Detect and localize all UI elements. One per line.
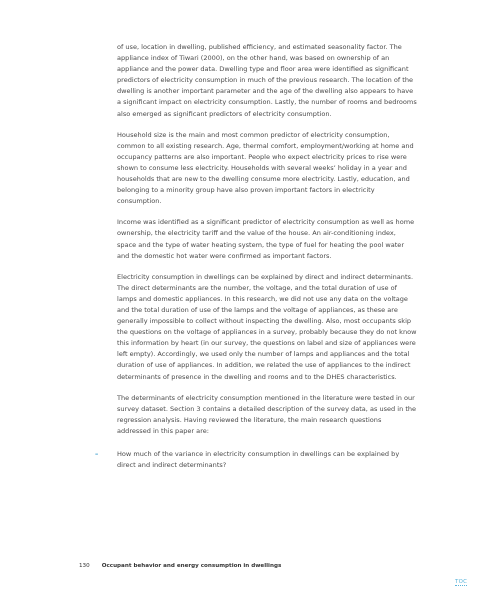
paragraph: of use, location in dwelling, published efficiency, and estimated seasonality factor. The appliance index of Tiwari (2000), on the other hand, was based on ownership of an appliance and the power data. Dwelling type and floor area were identified as significant predictors of electricity consumption in much of the previous research. The location of the dwelling is another important parameter and the age of the dwelling also appears to have a significant impact on electricity consumption. Lastly, the number of rooms and bedrooms also emerged as significant predictors of electricity consumption.: [117, 43, 417, 118]
page-footer: [79, 563, 281, 569]
research-questions-list: [95, 449, 417, 471]
body-text: [95, 42, 417, 471]
toc-link[interactable]: TOC: [455, 579, 468, 585]
paragraph: Household size is the main and most common predictor of electricity consumption, common to all existing research. Age, thermal comfort, employment/working at home and occupancy patterns are also important. People who expect electricity prices to rise were shown to consume less electricity. Households with several weeks’ holiday in a year and households that are new to the dwelling consume more electricity. Lastly, education, and belonging to a minority group have also proven important factors in electricity consumption.: [117, 130, 414, 206]
list-item-text: How much of the variance in electricity consumption in dwellings can be explained by direct and indirect determinants?: [117, 450, 400, 470]
page-number: 130: [79, 563, 90, 569]
paragraph: Electricity consumption in dwellings can be explained by direct and indirect determinants. The direct determinants are the number, the voltage, and the total duration of use of lamps and domestic appliances. In this research, we did not use any data on the voltage and the total duration of use of the lamps and the voltage of appliances, as these are generally impossible to collect without inspecting the dwelling. Also, most occupants skip the questions on the voltage of appliances in a survey, probably because they do not know this information by heart (in our survey, the questions on label and size of appliances were left empty). Accordingly, we used only the number of lamps and appliances and the total duration of use of appliances. In addition, we related the use of appliances to the indirect determinants of presence in the dwelling and rooms and to the DHES characteristics.: [117, 272, 417, 381]
list-item: [95, 449, 417, 471]
running-title: Occupant behavior and energy consumption in dwellings: [101, 563, 282, 569]
dash-bullet-icon: –: [95, 450, 99, 458]
paragraph: The determinants of electricity consumption mentioned in the literature were tested in our survey dataset. Section 3 contains a detailed description of the survey data, as used in the regression analysis. Having reviewed the literature, the main research questions addressed in this paper are:: [117, 393, 417, 435]
paragraph: Income was identified as a significant predictor of electricity consumption as well as home ownership, the electricity tariff and the value of the house. An air-conditioning index, space and the type of water heating system, the type of fuel for heating the pool water and the domestic hot water were confirmed as important factors.: [117, 218, 415, 260]
